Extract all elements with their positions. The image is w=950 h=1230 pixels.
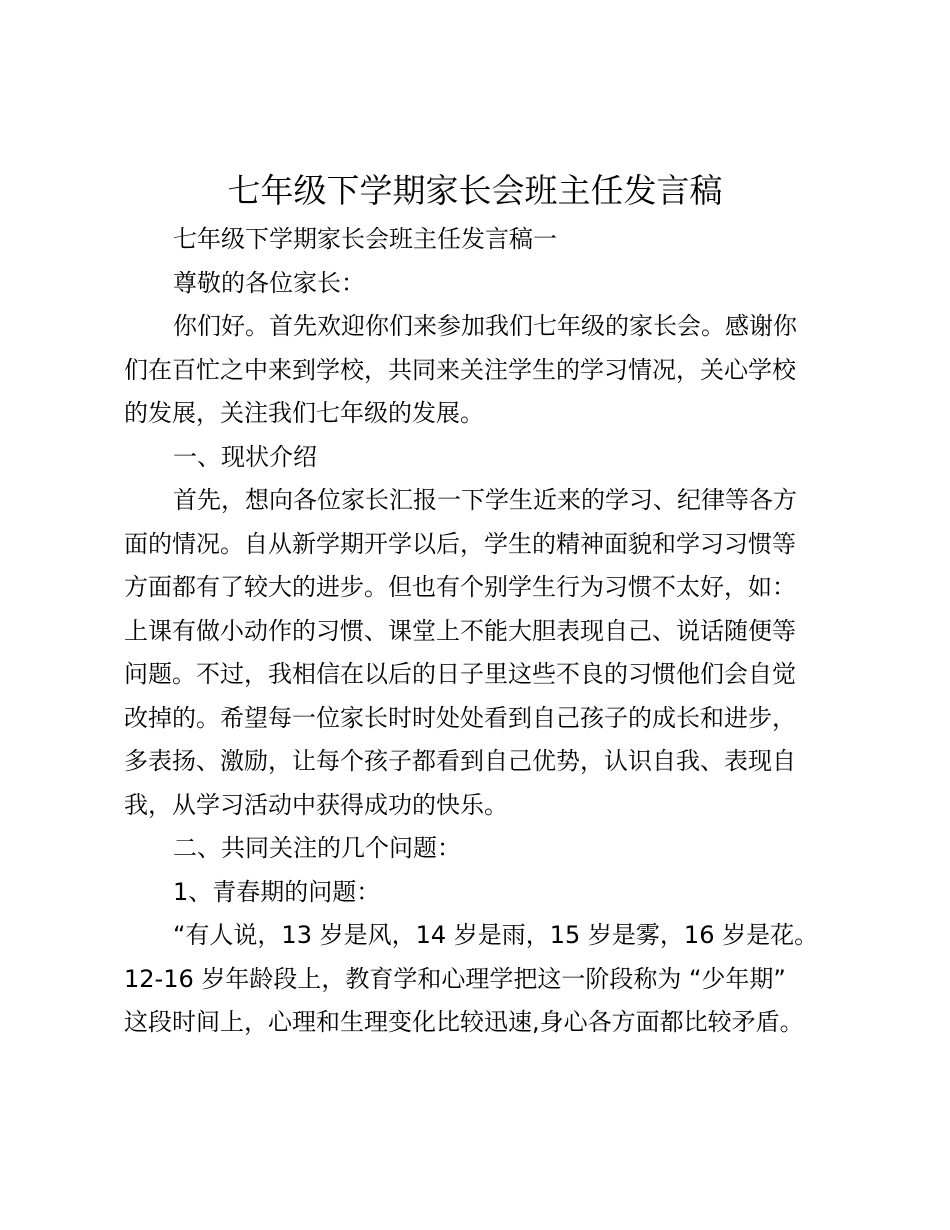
- paragraph-line: 方面都有了较大的进步。但也有个别学生行为习惯不太好，如：: [124, 573, 796, 601]
- section-heading-status: 一、现状介绍: [173, 442, 317, 471]
- paragraph-line: 你们好。首先欢迎你们来参加我们七年级的家长会。感谢你: [173, 312, 797, 340]
- paragraph-welcome: [124, 305, 844, 436]
- document-title: 七年级下学期家长会班主任发言稿: [227, 171, 723, 210]
- section-heading-issues: 二、共同关注的几个问题：: [173, 834, 461, 862]
- paragraph-line: 上课有做小动作的习惯、课堂上不能大胆表现自己、说话随便等: [124, 616, 796, 645]
- paragraph-line: 多表扬、激励，让每个孩子都看到自己优势，认识自我、表现自: [124, 747, 796, 775]
- subtitle: 七年级下学期家长会班主任发言稿一: [173, 225, 557, 253]
- paragraph-line: 首先，想向各位家长汇报一下学生近来的学习、纪律等各方: [173, 486, 797, 514]
- paragraph-line: 我，从学习活动中获得成功的快乐。: [124, 790, 508, 819]
- paragraph-line: 们在百忙之中来到学校，共同来关注学生的学习情况，关心学校: [124, 355, 796, 384]
- paragraph-line: “有人说，13 岁是风，14 岁是雨，15 岁是雾，16 岁是花。: [173, 921, 819, 949]
- document-body: [124, 218, 844, 1045]
- paragraph-line: 的发展，关注我们七年级的发展。: [124, 399, 484, 427]
- paragraph-line: 面的情况。自从新学期开学以后，学生的精神面貌和学习习惯等: [124, 529, 796, 558]
- paragraph-line: 这段时间上，心理和生理变化比较迅速,身心各方面都比较矛盾。: [124, 1008, 804, 1036]
- subsection-heading-adolescence: 1、青春期的问题：: [173, 877, 381, 906]
- greeting: 尊敬的各位家长：: [173, 268, 365, 297]
- paragraph-line: 12-16 岁年龄段上，教育学和心理学把这一阶段称为 “少年期”: [124, 964, 786, 993]
- paragraph-line: 改掉的。希望每一位家长时时处处看到自己孩子的成长和进步，: [124, 703, 796, 732]
- paragraph-adolescence: [124, 914, 844, 1045]
- paragraph-line: 问题。不过，我相信在以后的日子里这些不良的习惯他们会自觉: [124, 660, 796, 688]
- paragraph-status: [124, 479, 844, 827]
